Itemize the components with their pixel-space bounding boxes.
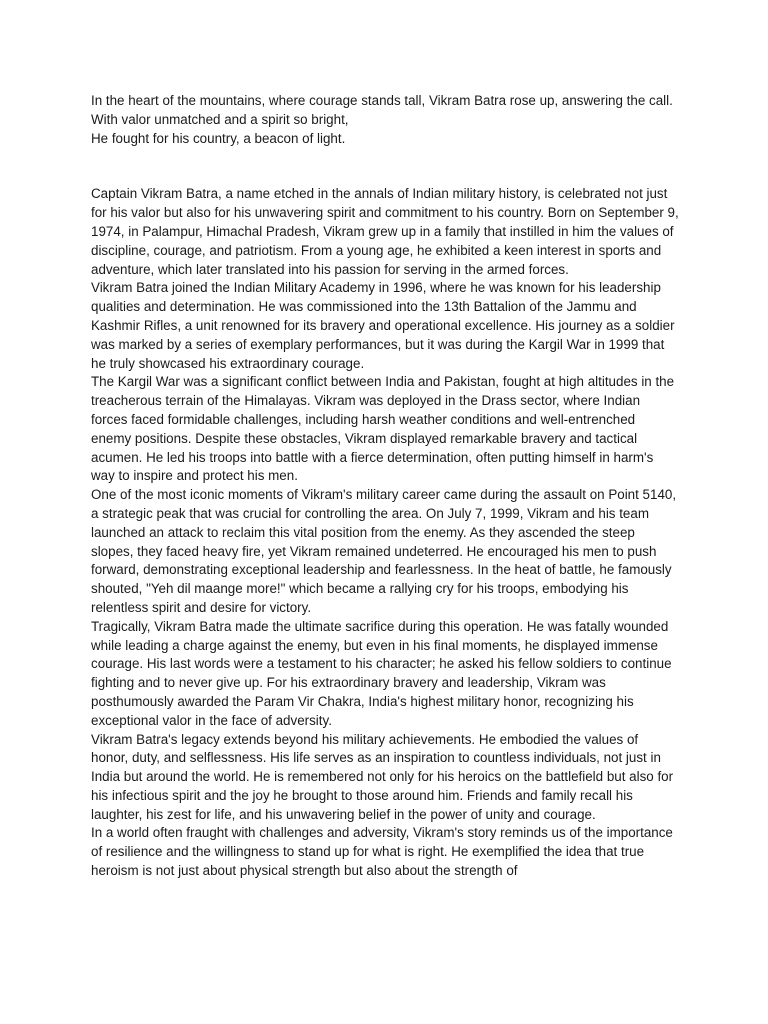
poem-stanza	[91, 92, 679, 148]
poem-line-3: He fought for his country, a beacon of light.	[91, 130, 346, 146]
paragraph-resilience: In a world often fraught with challenges and adversity, Vikram's story reminds us of the importance of resilience and the willingness to stand up for what is right. He exemplified the idea that true heroism is not just about physical strength but also about the strength of	[91, 825, 673, 879]
essay-body	[91, 185, 679, 880]
paragraph-point-5140: One of the most iconic moments of Vikram's military career came during the assault on Point 5140, a strategic peak that was crucial for controlling the area. On July 7, 1999, Vikram and his team launched an attack to reclaim this vital position from the enemy. As they ascended the steep slopes, they faced heavy fire, yet Vikram remained undeterred. He encouraged his men to push forward, demonstrating exceptional leadership and fearlessness. In the heat of battle, he famously shouted, "Yeh dil maange more!" which became a rallying cry for his troops, embodying his relentless spirit and desire for victory.	[91, 487, 677, 615]
paragraph-intro: Captain Vikram Batra, a name etched in the annals of Indian military history, is celebrated not just for his valor but also for his unwavering spirit and commitment to his country. Born on September 9, 1974, in Palampur, Himachal Pradesh, Vikram grew up in a family that instilled in him the values of discipline, courage, and patriotism. From a young age, he exhibited a keen interest in sports and adventure, which later translated into his passion for serving in the armed forces.	[91, 186, 679, 277]
document-page	[91, 92, 679, 881]
paragraph-legacy: Vikram Batra's legacy extends beyond his military achievements. He embodied the values of honor, duty, and selflessness. His life serves as an inspiration to countless individuals, not just in India but around the world. He is remembered not only for his heroics on the battlefield but also for his infectious spirit and the joy he brought to those around him. Friends and family recall his laughter, his zest for life, and his unwavering belief in the power of unity and courage.	[91, 731, 674, 822]
section-gap	[91, 148, 679, 185]
paragraph-kargil-war: The Kargil War was a significant conflict between India and Pakistan, fought at high altitudes in the treacherous terrain of the Himalayas. Vikram was deployed in the Drass sector, where Indian forces faced formidable challenges, including harsh weather conditions and well-entrenched enemy positions. Despite these obstacles, Vikram displayed remarkable bravery and tactical acumen. He led his troops into battle with a fierce determination, often putting himself in harm's way to inspire and protect his men.	[91, 374, 675, 484]
paragraph-academy: Vikram Batra joined the Indian Military Academy in 1996, where he was known for his leadership qualities and determination. He was commissioned into the 13th Battalion of the Jammu and Kashmir Rifles, a unit renowned for its bravery and operational excellence. His journey as a soldier was marked by a series of exemplary performances, but it was during the Kargil War in 1999 that he truly showcased his extraordinary courage.	[91, 280, 675, 371]
paragraph-sacrifice: Tragically, Vikram Batra made the ultimate sacrifice during this operation. He was fatally wounded while leading a charge against the enemy, but even in his final moments, he displayed immense courage. His last words were a testament to his character; he asked his fellow soldiers to continue fighting and to never give up. For his extraordinary bravery and leadership, Vikram was posthumously awarded the Param Vir Chakra, India's highest military honor, recognizing his exceptional valor in the face of adversity.	[91, 618, 672, 728]
poem-line-1: In the heart of the mountains, where courage stands tall, Vikram Batra rose up, answering the call.	[91, 93, 673, 108]
poem-line-2: With valor unmatched and a spirit so bright,	[91, 111, 349, 127]
